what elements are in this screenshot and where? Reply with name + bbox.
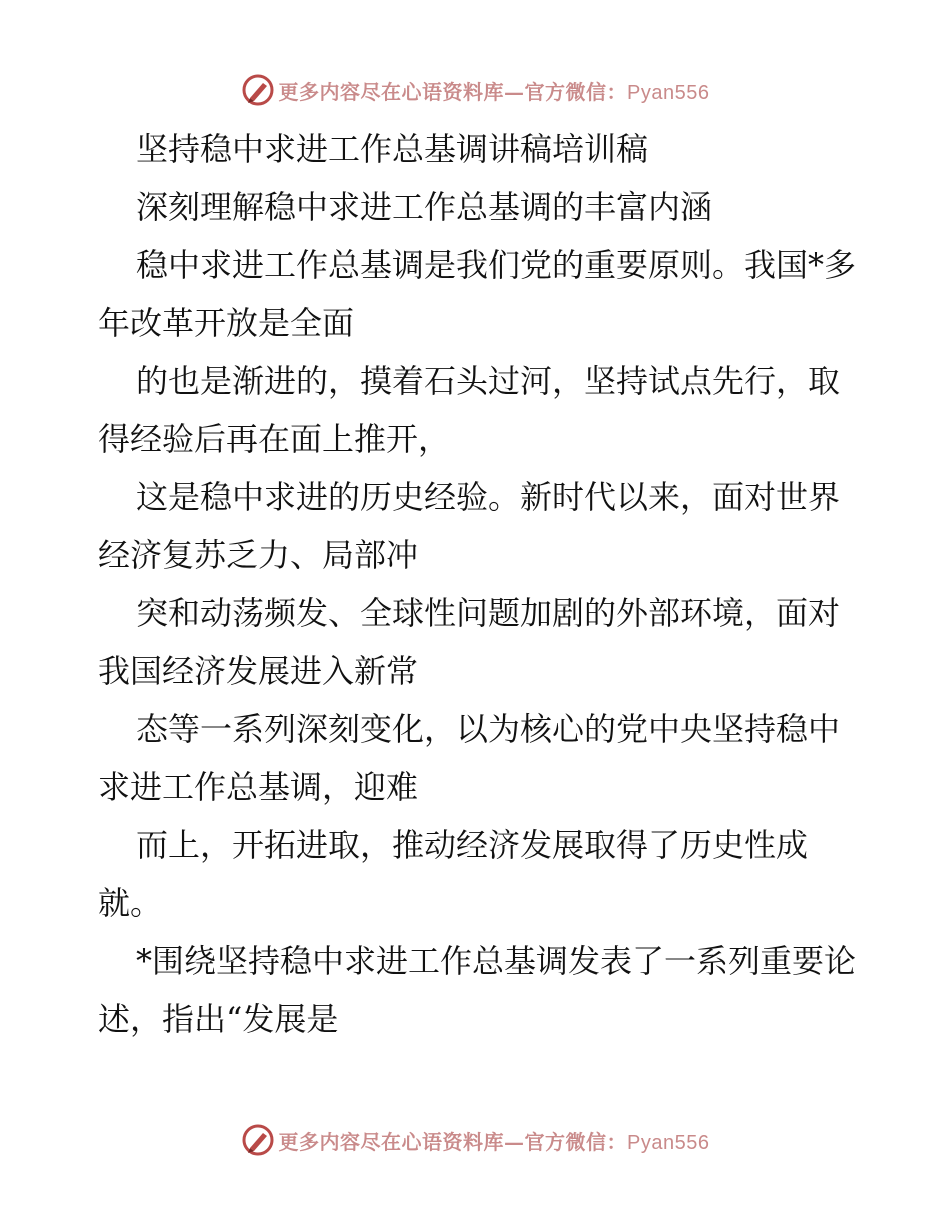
paragraph-5: 态等一系列深刻变化，以为核心的党中央坚持稳中求进工作总基调，迎难 [98, 710, 841, 806]
pen-logo-icon [241, 1123, 275, 1157]
document-subtitle: 深刻理解稳中求进工作总基调的丰富内涵 [136, 188, 713, 226]
banner-text: 更多内容尽在心语资料库—官方微信：Pyan556 [278, 79, 710, 104]
paragraph-6: 而上，开拓进取，推动经济发展取得了历史性成就。 [98, 826, 809, 922]
document-body [98, 120, 858, 1048]
wechat-handle: Pyan556 [627, 1131, 710, 1154]
header-banner [0, 70, 950, 110]
pen-logo-icon [241, 73, 275, 107]
paragraph-4: 突和动荡频发、全球性问题加剧的外部环境，面对我国经济发展进入新常 [98, 594, 841, 690]
paragraph-3: 这是稳中求进的历史经验。新时代以来，面对世界经济复苏乏力、局部冲 [98, 478, 841, 574]
document-title: 坚持稳中求进工作总基调讲稿培训稿 [136, 130, 649, 168]
footer-banner [0, 1120, 950, 1160]
banner-text: 更多内容尽在心语资料库—官方微信：Pyan556 [278, 1129, 710, 1154]
wechat-handle: Pyan556 [627, 81, 710, 104]
paragraph-1: 稳中求进工作总基调是我们党的重要原则。我国*多年改革开放是全面 [98, 246, 857, 342]
paragraph-2: 的也是渐进的，摸着石头过河，坚持试点先行，取得经验后再在面上推开， [98, 362, 841, 458]
paragraph-7: *围绕坚持稳中求进工作总基调发表了一系列重要论述，指出“发展是 [98, 942, 857, 1038]
